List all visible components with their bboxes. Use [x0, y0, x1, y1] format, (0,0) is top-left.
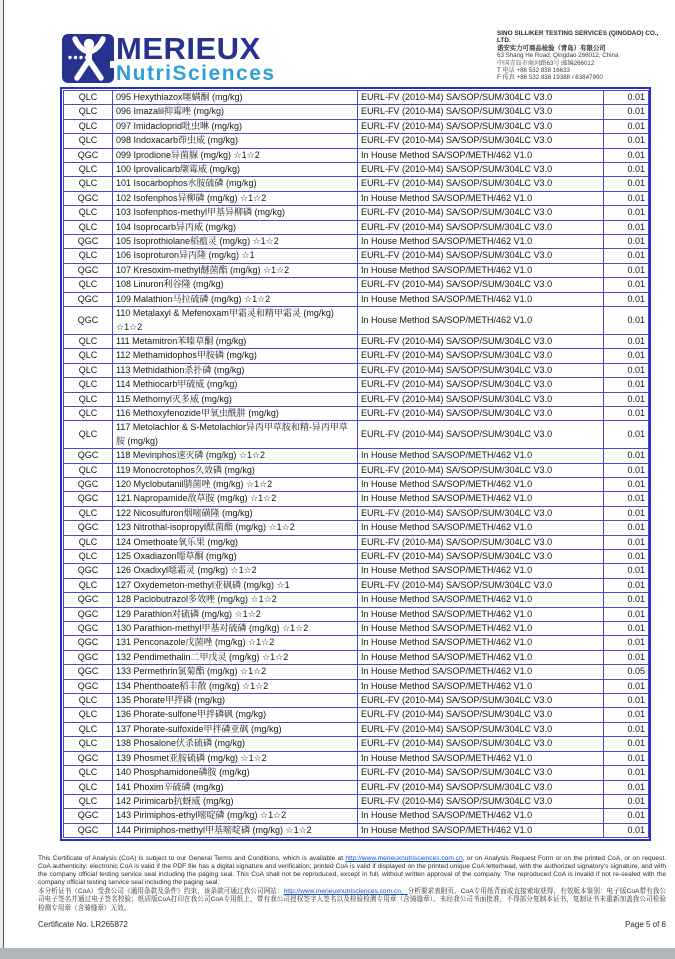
table-row — [64, 292, 649, 306]
method-cell: EURL-FV (2010-M4) SA/SOP/SUM/304LC V3.0 — [358, 535, 604, 549]
table-row — [64, 722, 649, 736]
table-row — [64, 694, 649, 708]
method-cell: In House Method SA/SOP/METH/462 V1.0 — [358, 564, 604, 578]
scan-page-edge-line — [3, 0, 4, 959]
lab-code-cell: QLC — [64, 506, 113, 520]
lab-code-cell: QGC — [64, 449, 113, 463]
table-row — [64, 477, 649, 491]
results-table-body — [64, 91, 649, 838]
table-row — [64, 334, 649, 348]
table-row — [64, 823, 649, 837]
method-cell: EURL-FV (2010-M4) SA/SOP/SUM/304LC V3.0 — [358, 177, 604, 191]
table-row — [64, 177, 649, 191]
lab-code-cell: QGC — [64, 622, 113, 636]
analyte-cell: 124 Omethoate氧乐果 (mg/kg) — [113, 535, 358, 549]
table-row — [64, 163, 649, 177]
table-row — [64, 578, 649, 592]
table-row — [64, 650, 649, 664]
analyte-cell: 107 Kresoxim-methyl醚菌酯 (mg/kg) ☆1☆2 — [113, 263, 358, 277]
lab-code-cell: QLC — [64, 694, 113, 708]
method-cell: In House Method SA/SOP/METH/462 V1.0 — [358, 622, 604, 636]
lab-code-cell: QGC — [64, 564, 113, 578]
analyte-cell: 143 Pirimiphos-ethyl嘧啶磷 (mg/kg) ☆1☆2 — [113, 809, 358, 823]
result-value-cell: 0.01 — [604, 650, 649, 664]
company-name-cn: 诺安实力可商品检验（青岛）有限公司 — [497, 44, 606, 52]
result-value-cell: 0.01 — [604, 191, 649, 205]
lab-code-cell: QLC — [64, 794, 113, 808]
analyte-cell: 109 Malathion马拉硫磷 (mg/kg) ☆1☆2 — [113, 292, 358, 306]
analyte-cell: 108 Linuron利谷隆 (mg/kg) — [113, 278, 358, 292]
merieux-person-icon — [62, 34, 114, 83]
method-cell: EURL-FV (2010-M4) SA/SOP/SUM/304LC V3.0 — [358, 722, 604, 736]
result-value-cell: 0.01 — [604, 177, 649, 191]
method-cell: EURL-FV (2010-M4) SA/SOP/SUM/304LC V3.0 — [358, 766, 604, 780]
analyte-cell: 139 Phosmet亚胺硫磷 (mg/kg) ☆1☆2 — [113, 751, 358, 765]
table-row — [64, 392, 649, 406]
table-row — [64, 378, 649, 392]
analyte-cell: 129 Parathion对硫磷 (mg/kg) ☆1☆2 — [113, 607, 358, 621]
table-row — [64, 249, 649, 263]
lab-code-cell: QGC — [64, 148, 113, 162]
terms-en-text: This Certificate of Analysis (CoA) is subject to our General Terms and Conditions, which is available at — [38, 855, 346, 862]
lab-code-cell: QLC — [64, 119, 113, 133]
analyte-cell: 125 Oxadiazon噁草酮 (mg/kg) — [113, 550, 358, 564]
table-row — [64, 134, 649, 148]
analyte-cell: 127 Oxydemeton-methyl亚砜磷 (mg/kg) ☆1 — [113, 578, 358, 592]
table-row — [64, 206, 649, 220]
lab-code-cell: QLC — [64, 163, 113, 177]
table-row — [64, 751, 649, 765]
result-value-cell: 0.01 — [604, 206, 649, 220]
lab-code-cell: QGC — [64, 521, 113, 535]
result-value-cell: 0.01 — [604, 636, 649, 650]
analyte-cell: 118 Mevinphos速灭磷 (mg/kg) ☆1☆2 — [113, 449, 358, 463]
lab-code-cell: QGC — [64, 593, 113, 607]
lab-code-cell: QLC — [64, 578, 113, 592]
result-value-cell: 0.01 — [604, 349, 649, 363]
method-cell: In House Method SA/SOP/METH/462 V1.0 — [358, 636, 604, 650]
table-row — [64, 564, 649, 578]
lab-code-cell: QGC — [64, 650, 113, 664]
analyte-cell: 101 Isocarbophos水胺硫磷 (mg/kg) — [113, 177, 358, 191]
result-value-cell: 0.01 — [604, 220, 649, 234]
table-row — [64, 119, 649, 133]
lab-code-cell: QLC — [64, 220, 113, 234]
method-cell: EURL-FV (2010-M4) SA/SOP/SUM/304LC V3.0 — [358, 249, 604, 263]
lab-code-cell: QGC — [64, 235, 113, 249]
table-row — [64, 809, 649, 823]
analyte-cell: 110 Metalaxyl & Mefenoxam甲霜灵和精甲霜灵 (mg/kg) ☆1☆2 — [113, 307, 358, 335]
method-cell: EURL-FV (2010-M4) SA/SOP/SUM/304LC V3.0 — [358, 334, 604, 348]
table-row — [64, 780, 649, 794]
method-cell: In House Method SA/SOP/METH/462 V1.0 — [358, 477, 604, 491]
analyte-cell: 098 Indoxacarb茚虫威 (mg/kg) — [113, 134, 358, 148]
method-cell: In House Method SA/SOP/METH/462 V1.0 — [358, 607, 604, 621]
method-cell: EURL-FV (2010-M4) SA/SOP/SUM/304LC V3.0 — [358, 421, 604, 449]
table-row — [64, 679, 649, 693]
result-value-cell: 0.01 — [604, 334, 649, 348]
result-value-cell: 0.01 — [604, 694, 649, 708]
result-value-cell: 0.01 — [604, 780, 649, 794]
method-cell: EURL-FV (2010-M4) SA/SOP/SUM/304LC V3.0 — [358, 737, 604, 751]
method-cell: In House Method SA/SOP/METH/462 V1.0 — [358, 492, 604, 506]
method-cell: In House Method SA/SOP/METH/462 V1.0 — [358, 823, 604, 837]
result-value-cell: 0.01 — [604, 249, 649, 263]
result-value-cell: 0.01 — [604, 421, 649, 449]
lab-code-cell: QLC — [64, 722, 113, 736]
method-cell: In House Method SA/SOP/METH/462 V1.0 — [358, 521, 604, 535]
result-value-cell: 0.01 — [604, 278, 649, 292]
brand-name-merieux: MERIEUX — [116, 31, 261, 66]
table-row — [64, 421, 649, 449]
lab-contact-block — [497, 30, 667, 82]
lab-code-cell: QLC — [64, 406, 113, 420]
result-value-cell: 0.01 — [604, 766, 649, 780]
analyte-cell: 097 Imidacloprid吡虫啉 (mg/kg) — [113, 119, 358, 133]
method-cell: In House Method SA/SOP/METH/462 V1.0 — [358, 809, 604, 823]
table-row — [64, 593, 649, 607]
lab-code-cell: QLC — [64, 278, 113, 292]
method-cell: EURL-FV (2010-M4) SA/SOP/SUM/304LC V3.0 — [358, 363, 604, 377]
terms-cn-text-after: 分析要求表附页、CoA专用纸背面或直接索取获得，有效版本鉴别：电子版CoA带有我公司电子签名并通过电子签名校验；纸质版CoA打印在我公司CoA专用纸上，带有我公司授权签字人签名以及检验检测专用章（含骑缝章）。未经我公司书面批准，不得部分复制本证书，复制证书未重新加盖我公司检验检测专用章（含骑缝章）无效。 — [38, 888, 667, 912]
analyte-cell: 144 Pirimiphos-methyl甲基嘧啶磷 (mg/kg) ☆1☆2 — [113, 823, 358, 837]
table-row — [64, 220, 649, 234]
lab-code-cell: QGC — [64, 751, 113, 765]
result-value-cell: 0.01 — [604, 823, 649, 837]
result-value-cell: 0.01 — [604, 392, 649, 406]
result-value-cell: 0.01 — [604, 794, 649, 808]
company-tel: T 电话 +86 532 838 16633 — [497, 67, 570, 75]
table-row — [64, 550, 649, 564]
lab-code-cell: QLC — [64, 535, 113, 549]
test-results-table — [63, 90, 649, 838]
analyte-cell: 137 Phorate-sulfoxide甲拌磷亚砜 (mg/kg) — [113, 722, 358, 736]
test-results-table-frame — [60, 87, 651, 841]
company-address-en: 63 Shang He Road, Qingdao 266012, China — [497, 52, 619, 60]
result-value-cell: 0.01 — [604, 463, 649, 477]
analyte-cell: 106 Isoproturon异丙隆 (mg/kg) ☆1 — [113, 249, 358, 263]
analyte-cell: 122 Nicosulfuron烟嘧磺隆 (mg/kg) — [113, 506, 358, 520]
table-row — [64, 708, 649, 722]
method-cell: In House Method SA/SOP/METH/462 V1.0 — [358, 449, 604, 463]
result-value-cell: 0.01 — [604, 263, 649, 277]
method-cell: EURL-FV (2010-M4) SA/SOP/SUM/304LC V3.0 — [358, 278, 604, 292]
lab-code-cell: QLC — [64, 550, 113, 564]
table-row — [64, 307, 649, 335]
method-cell: In House Method SA/SOP/METH/462 V1.0 — [358, 263, 604, 277]
table-row — [64, 665, 649, 679]
method-cell: In House Method SA/SOP/METH/462 V1.0 — [358, 235, 604, 249]
analyte-cell: 134 Phenthoate稻丰散 (mg/kg) ☆1☆2 — [113, 679, 358, 693]
analyte-cell: 123 Nitrothal-isopropyl酞菌酯 (mg/kg) ☆1☆2 — [113, 521, 358, 535]
table-row — [64, 506, 649, 520]
viewer-bottom-bar — [0, 948, 675, 959]
analyte-cell: 138 Phosalone伏杀硫磷 (mg/kg) — [113, 737, 358, 751]
terms-en-link[interactable]: http://www.merieuxnutrisciences.com.cn — [345, 855, 463, 862]
table-row — [64, 235, 649, 249]
result-value-cell: 0.01 — [604, 722, 649, 736]
analyte-cell: 105 Isoprothiolane稻瘟灵 (mg/kg) ☆1☆2 — [113, 235, 358, 249]
analyte-cell: 095 Hexythiazox噻螨酮 (mg/kg) — [113, 91, 358, 105]
result-value-cell: 0.01 — [604, 521, 649, 535]
result-value-cell: 0.01 — [604, 751, 649, 765]
letterhead — [62, 32, 665, 88]
lab-code-cell: QLC — [64, 421, 113, 449]
lab-code-cell: QGC — [64, 292, 113, 306]
analyte-cell: 135 Phorate甲拌磷 (mg/kg) — [113, 694, 358, 708]
result-value-cell: 0.01 — [604, 708, 649, 722]
result-value-cell: 0.01 — [604, 406, 649, 420]
method-cell: EURL-FV (2010-M4) SA/SOP/SUM/304LC V3.0 — [358, 550, 604, 564]
method-cell: In House Method SA/SOP/METH/462 V1.0 — [358, 679, 604, 693]
result-value-cell: 0.01 — [604, 809, 649, 823]
result-value-cell: 0.01 — [604, 737, 649, 751]
lab-code-cell: QLC — [64, 463, 113, 477]
lab-code-cell: QLC — [64, 349, 113, 363]
table-row — [64, 148, 649, 162]
analyte-cell: 126 Oxadixyl噁霜灵 (mg/kg) ☆1☆2 — [113, 564, 358, 578]
method-cell: EURL-FV (2010-M4) SA/SOP/SUM/304LC V3.0 — [358, 91, 604, 105]
lab-code-cell: QGC — [64, 307, 113, 335]
method-cell: EURL-FV (2010-M4) SA/SOP/SUM/304LC V3.0 — [358, 378, 604, 392]
lab-code-cell: QLC — [64, 334, 113, 348]
result-value-cell: 0.01 — [604, 163, 649, 177]
result-value-cell: 0.01 — [604, 363, 649, 377]
method-cell: EURL-FV (2010-M4) SA/SOP/SUM/304LC V3.0 — [358, 406, 604, 420]
table-row — [64, 622, 649, 636]
method-cell: In House Method SA/SOP/METH/462 V1.0 — [358, 148, 604, 162]
analyte-cell: 133 Permethrin氯菊酯 (mg/kg) ☆1☆2 — [113, 665, 358, 679]
method-cell: EURL-FV (2010-M4) SA/SOP/SUM/304LC V3.0 — [358, 794, 604, 808]
table-row — [64, 363, 649, 377]
table-row — [64, 349, 649, 363]
analyte-cell: 096 Imazalil抑霉唑 (mg/kg) — [113, 105, 358, 119]
terms-en-text-after: , or on Analysis Request Form or on the printed CoA, or on request. CoA authenticity: electronic CoA is valid if the PDF file has a digital signature and verification; printed CoA is valid if displayed on the printed unique CoA letterhead, with the authorized signatory's signature, and with the company official testing service seal including the paging seal. This CoA shall not be reproduced, except in full, without written approval of the company. The reproduced CoA is invalid if not re-sealed with the company official testing service seal including the paging seal. — [38, 855, 666, 887]
lab-code-cell: QLC — [64, 780, 113, 794]
result-value-cell: 0.01 — [604, 535, 649, 549]
analyte-cell: 111 Metamitron苯嗪草酮 (mg/kg) — [113, 334, 358, 348]
analyte-cell: 120 Myclobutanil腈菌唑 (mg/kg) ☆1☆2 — [113, 477, 358, 491]
company-name-en: SINO SILLIKER TESTING SERVICES (QINGDAO) CO., LTD. — [497, 30, 659, 45]
table-row — [64, 278, 649, 292]
table-row — [64, 463, 649, 477]
lab-code-cell: QGC — [64, 607, 113, 621]
result-value-cell: 0.01 — [604, 593, 649, 607]
method-cell: EURL-FV (2010-M4) SA/SOP/SUM/304LC V3.0 — [358, 206, 604, 220]
brand-name-nutrisciences: NutriSciences — [116, 62, 276, 85]
lab-code-cell: QLC — [64, 737, 113, 751]
result-value-cell: 0.05 — [604, 665, 649, 679]
method-cell: In House Method SA/SOP/METH/462 V1.0 — [358, 292, 604, 306]
company-fax: F 传真 +86 532 838 19388 / 83847900 — [497, 74, 603, 82]
result-value-cell: 0.01 — [604, 105, 649, 119]
analyte-cell: 131 Penconazole戊菌唑 (mg/kg) ☆1☆2 — [113, 636, 358, 650]
analyte-cell: 140 Phosphamidone磷胺 (mg/kg) — [113, 766, 358, 780]
analyte-cell: 113 Methidathion杀扑磷 (mg/kg) — [113, 363, 358, 377]
result-value-cell: 0.01 — [604, 607, 649, 621]
table-row — [64, 737, 649, 751]
lab-code-cell: QLC — [64, 105, 113, 119]
result-value-cell: 0.01 — [604, 307, 649, 335]
method-cell: EURL-FV (2010-M4) SA/SOP/SUM/304LC V3.0 — [358, 506, 604, 520]
result-value-cell: 0.01 — [604, 679, 649, 693]
table-row — [64, 263, 649, 277]
table-row — [64, 191, 649, 205]
method-cell: EURL-FV (2010-M4) SA/SOP/SUM/304LC V3.0 — [358, 220, 604, 234]
analyte-cell: 116 Methoxyfenozide甲氧虫酰肼 (mg/kg) — [113, 406, 358, 420]
lab-code-cell: QGC — [64, 263, 113, 277]
method-cell: In House Method SA/SOP/METH/462 V1.0 — [358, 191, 604, 205]
lab-code-cell: QGC — [64, 191, 113, 205]
result-value-cell: 0.01 — [604, 235, 649, 249]
method-cell: EURL-FV (2010-M4) SA/SOP/SUM/304LC V3.0 — [358, 134, 604, 148]
method-cell: EURL-FV (2010-M4) SA/SOP/SUM/304LC V3.0 — [358, 163, 604, 177]
analyte-cell: 102 Isofenphos异柳磷 (mg/kg) ☆1☆2 — [113, 191, 358, 205]
table-row — [64, 406, 649, 420]
merieux-nutrisciences-logo — [62, 31, 276, 85]
result-value-cell: 0.01 — [604, 292, 649, 306]
certificate-footer — [38, 855, 666, 929]
terms-paragraph-en — [38, 855, 666, 887]
method-cell: EURL-FV (2010-M4) SA/SOP/SUM/304LC V3.0 — [358, 780, 604, 794]
table-row — [64, 766, 649, 780]
logo-notch — [110, 61, 116, 68]
analyte-cell: 117 Metolachlor & S-Metolachlor异丙甲草胺和精-异丙甲草胺 (mg/kg) — [113, 421, 358, 449]
table-row — [64, 607, 649, 621]
analyte-cell: 142 Pirimicarb抗蚜威 (mg/kg) — [113, 794, 358, 808]
method-cell: In House Method SA/SOP/METH/462 V1.0 — [358, 665, 604, 679]
table-row — [64, 636, 649, 650]
method-cell: EURL-FV (2010-M4) SA/SOP/SUM/304LC V3.0 — [358, 119, 604, 133]
terms-cn-text: 本分析证书（CoA）受我公司《通用条款及条件》约束，该条款可通过我公司网站： — [38, 888, 284, 896]
analyte-cell: 100 Iprovalicarb缬霉威 (mg/kg) — [113, 163, 358, 177]
result-value-cell: 0.01 — [604, 119, 649, 133]
analyte-cell: 099 Iprodione异菌脲 (mg/kg) ☆1☆2 — [113, 148, 358, 162]
analyte-cell: 103 Isofenphos-methyl甲基异柳磷 (mg/kg) — [113, 206, 358, 220]
analyte-cell: 132 Pendimethalin二甲戊灵 (mg/kg) ☆1☆2 — [113, 650, 358, 664]
analyte-cell: 130 Parathion-methyl甲基对硫磷 (mg/kg) ☆1☆2 — [113, 622, 358, 636]
analyte-cell: 119 Monocrotophos久效磷 (mg/kg) — [113, 463, 358, 477]
lab-code-cell: QGC — [64, 823, 113, 837]
table-row — [64, 521, 649, 535]
analyte-cell: 141 Phoxim辛硫磷 (mg/kg) — [113, 780, 358, 794]
certificate-number: Certificate No. LR265872 — [38, 919, 128, 929]
terms-cn-link[interactable]: http://www.merieuxnutrisciences.com.cn， — [283, 888, 408, 896]
result-value-cell: 0.01 — [604, 578, 649, 592]
lab-code-cell: QGC — [64, 679, 113, 693]
method-cell: EURL-FV (2010-M4) SA/SOP/SUM/304LC V3.0 — [358, 463, 604, 477]
table-row — [64, 492, 649, 506]
lab-code-cell: QLC — [64, 249, 113, 263]
lab-code-cell: QGC — [64, 665, 113, 679]
analyte-cell: 136 Phorate-sulfone甲拌磷砜 (mg/kg) — [113, 708, 358, 722]
method-cell: In House Method SA/SOP/METH/462 V1.0 — [358, 593, 604, 607]
result-value-cell: 0.01 — [604, 148, 649, 162]
page-number: Page 5 of 6 — [625, 919, 666, 929]
method-cell: In House Method SA/SOP/METH/462 V1.0 — [358, 650, 604, 664]
result-value-cell: 0.01 — [604, 378, 649, 392]
lab-code-cell: QGC — [64, 477, 113, 491]
lab-code-cell: QLC — [64, 206, 113, 220]
lab-code-cell: QLC — [64, 708, 113, 722]
analyte-cell: 128 Paclobutrazol多效唑 (mg/kg) ☆1☆2 — [113, 593, 358, 607]
company-address-cn: 中国青岛市商河路63号 邮编266012 — [497, 59, 595, 67]
lab-code-cell: QLC — [64, 378, 113, 392]
method-cell: In House Method SA/SOP/METH/462 V1.0 — [358, 307, 604, 335]
lab-code-cell: QGC — [64, 492, 113, 506]
method-cell: EURL-FV (2010-M4) SA/SOP/SUM/304LC V3.0 — [358, 694, 604, 708]
method-cell: EURL-FV (2010-M4) SA/SOP/SUM/304LC V3.0 — [358, 578, 604, 592]
result-value-cell: 0.01 — [604, 564, 649, 578]
analyte-cell: 115 Methomyl灭多威 (mg/kg) — [113, 392, 358, 406]
table-row — [64, 535, 649, 549]
method-cell: EURL-FV (2010-M4) SA/SOP/SUM/304LC V3.0 — [358, 349, 604, 363]
result-value-cell: 0.01 — [604, 477, 649, 491]
lab-code-cell: QLC — [64, 363, 113, 377]
analyte-cell: 114 Methiocarb甲硫威 (mg/kg) — [113, 378, 358, 392]
result-value-cell: 0.01 — [604, 492, 649, 506]
method-cell: EURL-FV (2010-M4) SA/SOP/SUM/304LC V3.0 — [358, 105, 604, 119]
method-cell: EURL-FV (2010-M4) SA/SOP/SUM/304LC V3.0 — [358, 392, 604, 406]
table-row — [64, 91, 649, 105]
table-row — [64, 449, 649, 463]
lab-code-cell: QGC — [64, 636, 113, 650]
lab-code-cell: QGC — [64, 809, 113, 823]
lab-code-cell: QLC — [64, 177, 113, 191]
lab-code-cell: QLC — [64, 392, 113, 406]
table-row — [64, 794, 649, 808]
lab-code-cell: QLC — [64, 91, 113, 105]
terms-paragraph-cn — [38, 888, 666, 912]
result-value-cell: 0.01 — [604, 449, 649, 463]
method-cell: In House Method SA/SOP/METH/462 V1.0 — [358, 751, 604, 765]
lab-code-cell: QLC — [64, 134, 113, 148]
result-value-cell: 0.01 — [604, 506, 649, 520]
result-value-cell: 0.01 — [604, 622, 649, 636]
analyte-cell: 121 Napropamide敌草胺 (mg/kg) ☆1☆2 — [113, 492, 358, 506]
method-cell: EURL-FV (2010-M4) SA/SOP/SUM/304LC V3.0 — [358, 708, 604, 722]
table-row — [64, 105, 649, 119]
analyte-cell: 104 Isoprocarb异丙威 (mg/kg) — [113, 220, 358, 234]
lab-code-cell: QLC — [64, 766, 113, 780]
analyte-cell: 112 Methamidophos甲胺磷 (mg/kg) — [113, 349, 358, 363]
result-value-cell: 0.01 — [604, 134, 649, 148]
result-value-cell: 0.01 — [604, 91, 649, 105]
result-value-cell: 0.01 — [604, 550, 649, 564]
